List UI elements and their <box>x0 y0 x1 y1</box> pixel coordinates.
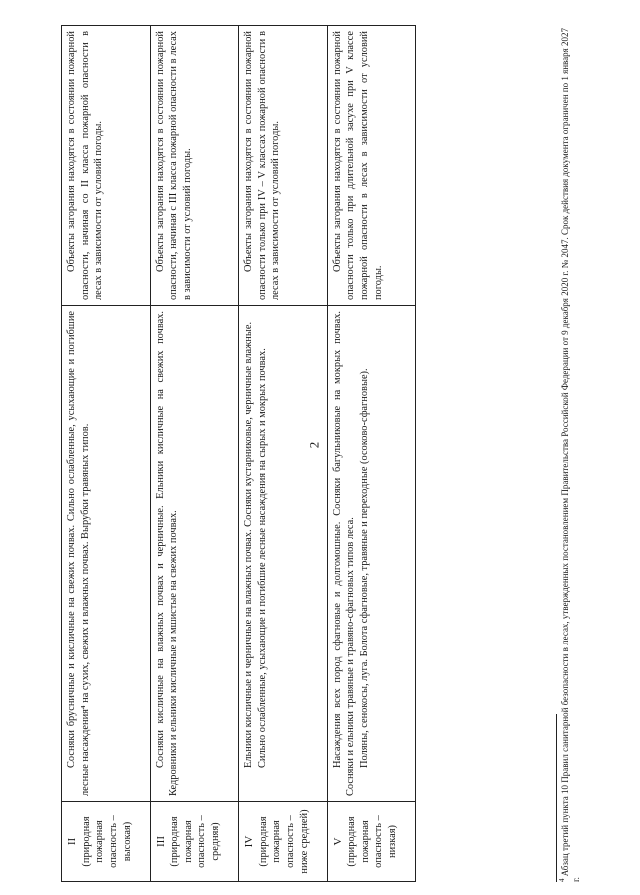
danger-class-description: (природная пожарная опасность – высокая) <box>80 815 133 868</box>
table-row <box>239 26 328 882</box>
forest-types-paragraph: Поляны, сенокосы, луга. Болота сфагновые, травяные и переходные (осоково-сфагновые). <box>358 368 370 768</box>
danger-class-cell <box>327 802 416 882</box>
footnote-marker: 4 <box>558 878 566 882</box>
fire-danger-table-wrapper <box>61 26 416 882</box>
ignition-status-cell: Объекты загорания находятся в состоянии пожарной опасности только при длительной засухе при V классе пожарной опасности в лесах в зависимости от условий погоды. <box>327 26 416 306</box>
danger-class-description: (природная пожарная опасность – средняя) <box>169 815 222 868</box>
danger-class-cell <box>239 802 328 882</box>
forest-types-cell <box>239 306 328 802</box>
page-number: 2 <box>306 441 322 449</box>
footnote <box>560 26 600 882</box>
forest-types-paragraph: Насаждения всех пород сфагновые и долгомошные. Сосняки багульниковые на мокрых почвах. Сосняки и ельники травяные и травяно-сфагновых типов леса. <box>331 311 357 796</box>
danger-class-roman: II <box>66 837 78 846</box>
footnote-text: Абзац третий пункта 10 Правил санитарной безопасности в лесах, утвержденных постановлением Правительства Российской Федерации от 9 декабря 2020 г. № 2047. Срок действия документа ограничен по 1 января 2027 г. <box>560 27 582 882</box>
table-row <box>327 26 416 882</box>
danger-class-roman: V <box>331 837 344 846</box>
danger-class-description: (природная пожарная опасность – низкая) <box>346 815 399 868</box>
forest-types-paragraph: Ельники кисличные и черничные на влажных почвах. Сосняки кустарниковые, черничные влажные. <box>243 321 254 768</box>
ignition-status-cell: Объекты загорания находятся в состоянии пожарной опасности только при IV – V классах пожарной опасности в лесах в зависимости от условий погоды. <box>239 26 328 306</box>
danger-class-description: (природная пожарная опасность – ниже средней) <box>257 809 310 874</box>
forest-types-paragraph: Сосняки брусничные и кисличные на свежих почвах. Сильно ослабленные, усыхающие и погибшие лесные насаждения⁴ на сухих, свежих и влажных почвах. Вырубки травяных типов. <box>66 311 91 796</box>
forest-types-cell <box>327 306 416 802</box>
danger-class-cell <box>62 802 151 882</box>
danger-class-roman: IV <box>243 835 255 848</box>
forest-types-paragraph: Сильно ослабленные, усыхающие и погибшие лесные насаждения на сырых и мокрых почвах. <box>256 348 268 768</box>
table-row <box>150 26 239 882</box>
fire-danger-table <box>61 25 416 882</box>
ignition-status-cell: Объекты загорания находятся в состоянии пожарной опасности, начиная со II класса пожарной опасности в лесах в зависимости от условий погоды. <box>62 26 151 306</box>
forest-types-cell <box>150 306 239 802</box>
forest-types-cell <box>62 306 151 802</box>
ignition-status-cell: Объекты загорания находятся в состоянии пожарной опасности, начиная с III класса пожарной опасности в лесах в зависимости от условий погоды. <box>150 26 239 306</box>
danger-class-cell <box>150 802 239 882</box>
forest-types-paragraph: Сосняки кисличные на влажных почвах и черничные. Ельники кисличные на свежих почвах. Кедровники и ельники кисличные и мшистые на свежих почвах. <box>154 311 180 796</box>
danger-class-roman: III <box>154 836 167 847</box>
footnote-divider <box>556 714 557 882</box>
table-row <box>62 26 151 882</box>
